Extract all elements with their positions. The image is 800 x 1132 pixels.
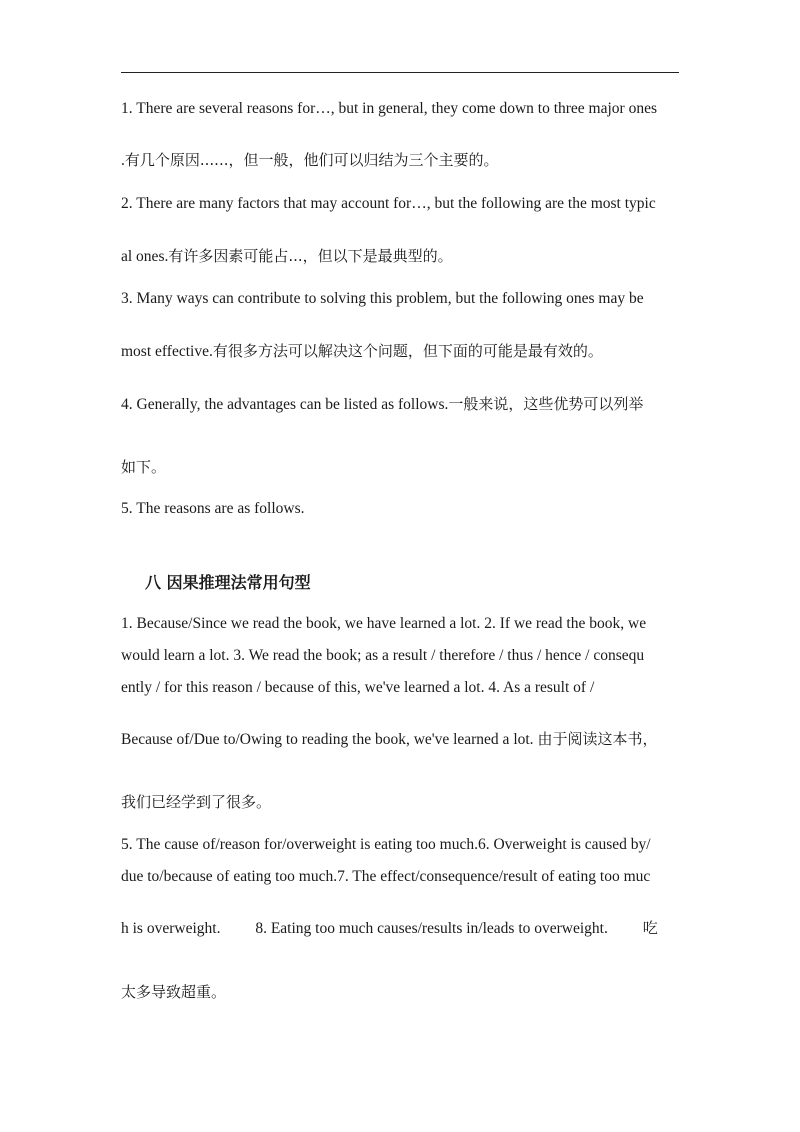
text-line: 太多导致超重。 bbox=[121, 983, 227, 1001]
section-heading: 八 因果推理法常用句型 bbox=[145, 573, 311, 592]
text-line: would learn a lot. 3. We read the book; as a result / therefore / thus / hence / consequ bbox=[121, 647, 645, 664]
text-line: 5. The cause of/reason for/overweight is eating too much.6. Overweight is caused by/ bbox=[121, 836, 651, 853]
text-line: 2. There are many factors that may account for…, but the following are the most typic bbox=[121, 195, 656, 212]
text-line: due to/because of eating too much.7. The effect/consequence/result of eating too muc bbox=[121, 868, 651, 885]
text-line: 4. Generally, the advantages can be listed as follows.一般来说，这些优势可以列举 bbox=[121, 395, 644, 413]
text-line: 3. Many ways can contribute to solving this problem, but the following ones may be bbox=[121, 290, 644, 307]
text-line: h is overweight. 8. Eating too much causes/results in/leads to overweight. 吃 bbox=[121, 919, 658, 937]
text-line: 1. Because/Since we read the book, we have learned a lot. 2. If we read the book, we bbox=[121, 615, 647, 632]
text-line: Because of/Due to/Owing to reading the book, we've learned a lot. 由于阅读这本书， bbox=[121, 730, 658, 748]
text-line: most effective.有很多方法可以解决这个问题，但下面的可能是最有效的。 bbox=[121, 342, 603, 360]
text-line: ently / for this reason / because of this, we've learned a lot. 4. As a result of / bbox=[121, 679, 595, 696]
text-line: 1. There are several reasons for…, but in general, they come down to three major ones bbox=[121, 100, 657, 117]
header-rule bbox=[121, 72, 679, 73]
text-line: .有几个原因......，但一般，他们可以归结为三个主要的。 bbox=[121, 151, 499, 169]
text-line: 我们已经学到了很多。 bbox=[121, 793, 272, 811]
text-line: 如下。 bbox=[121, 458, 167, 476]
text-line: al ones.有许多因素可能占...，但以下是最典型的。 bbox=[121, 247, 453, 265]
text-line: 5. The reasons are as follows. bbox=[121, 500, 305, 517]
